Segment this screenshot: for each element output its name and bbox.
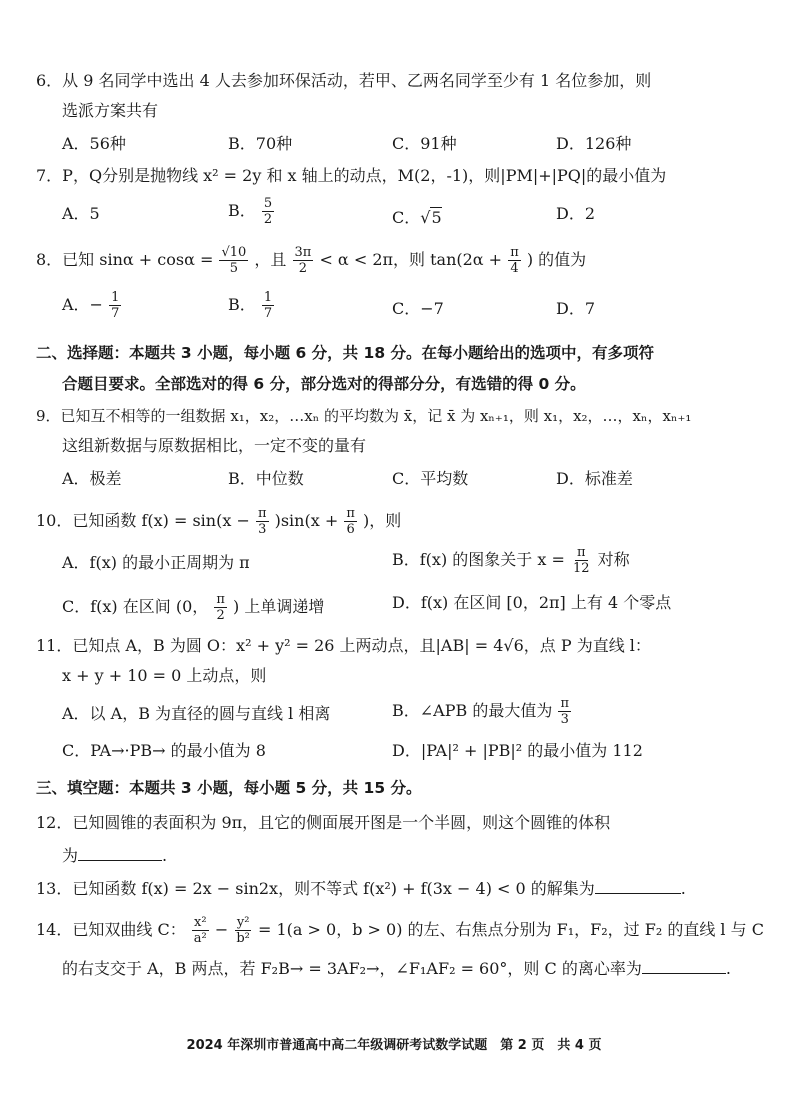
q10-option-a: A．f(x) 的最小正周期为 π <box>62 553 250 572</box>
q6-option-c: C．91种 <box>392 134 457 153</box>
answer-blank[interactable] <box>78 846 162 861</box>
fraction: $\frac{\text{y²}}{\text{b²}}$ <box>236 915 250 946</box>
fraction: $\frac{√10}{5}$ <box>221 245 247 276</box>
q11-line1: 11．已知点 A，B 为圆 O：x² + y² = 26 上两动点，且|AB| = 4√6，点 P 为直线 l： <box>36 636 651 655</box>
q10-option-b: B．f(x) 的图象关于 x = $\frac{\pi}{12}$ 对称 <box>392 545 630 576</box>
q14-line2: 的右支交于 A，B 两点，若 F₂B→ = 3AF₂→，∠F₁AF₂ = 60°，则 C 的离心率为 . <box>62 959 731 978</box>
fraction: $\frac{\text{x²}}{\text{a²}}$ <box>193 915 207 946</box>
fraction: $\frac{\pi}{4}$ <box>510 245 519 276</box>
q9-line1: 9．已知互不相等的一组数据 x₁，x₂，…xₙ 的平均数为 x̄，记 x̄ 为 xₙ₊₁，则 x₁，x₂，…，xₙ，xₙ₊₁ <box>36 407 692 425</box>
q6-line2: 选派方案共有 <box>62 101 159 120</box>
fraction: $\frac{\pi}{12}$ <box>572 545 590 576</box>
page-footer: 2024 年深圳市普通高中高二年级调研考试数学试题 第 2 页 共 4 页 <box>186 1038 602 1053</box>
q11-line2: x + y + 10 = 0 上动点，则 <box>62 666 267 685</box>
fraction: $\frac{1}{7}$ <box>263 290 273 321</box>
q7-option-b: B． $\frac{5}{2}$ <box>228 196 273 227</box>
fraction: $\frac{\pi}{3}$ <box>257 506 267 537</box>
q6-option-a: A．56种 <box>62 134 126 153</box>
q6-line1: 6．从 9 名同学中选出 4 人去参加环保活动，若甲、乙两名同学至少有 1 名位参加，则 <box>36 71 652 90</box>
section-2-heading: 二、选择题：本题共 3 小题，每小题 6 分，共 18 分。在每小题给出的选项中，有多项符 <box>36 344 655 362</box>
q8-option-b: B． $\frac{1}{7}$ <box>228 290 273 321</box>
section-3-heading: 三、填空题：本题共 3 小题，每小题 5 分，共 15 分。 <box>36 779 422 797</box>
q9-option-b: B．中位数 <box>228 469 304 488</box>
q7-option-c: C．√5 <box>392 208 442 227</box>
q8-stem: 8．已知 sinα + cosα = $\frac{√10}{5}$ ，且 $\frac{3\pi}{2}$ < α < 2π，则 tan(2α + $\frac{\pi}{4}$ ) 的值为 <box>36 245 587 276</box>
q7-stem: 7．P，Q分别是抛物线 x² = 2y 和 x 轴上的动点，M(2，-1)，则|PM|+|PQ|的最小值为 <box>36 166 667 185</box>
q8-option-c: C．−7 <box>392 299 444 318</box>
fraction: $\frac{\pi}{3}$ <box>560 696 569 727</box>
fraction: $\frac{1}{7}$ <box>111 290 120 321</box>
q9-option-c: C．平均数 <box>392 469 469 488</box>
q12-line2: 为 . <box>62 846 168 865</box>
q9-option-d: D．标准差 <box>556 469 633 488</box>
q8-option-d: D．7 <box>556 299 596 318</box>
q10-option-d: D．f(x) 在区间 [0，2π] 上有 4 个零点 <box>392 593 672 612</box>
q7-option-d: D．2 <box>556 204 596 223</box>
answer-blank[interactable] <box>642 959 726 974</box>
q6-option-d: D．126种 <box>556 134 632 153</box>
q10-stem: 10．已知函数 f(x) = sin(x − $\frac{\pi}{3}$ )sin(x + $\frac{\pi}{6}$ )，则 <box>36 506 402 537</box>
q11-option-b: B．∠APB 的最大值为 $\frac{\pi}{3}$ <box>392 696 569 727</box>
q8-option-a: A．− $\frac{1}{7}$ <box>62 290 120 321</box>
fraction: $\frac{\pi}{6}$ <box>346 506 355 537</box>
q11-option-d: D．|PA|² + |PB|² 的最小值为 112 <box>392 741 643 760</box>
fraction: $\frac{3\pi}{2}$ <box>294 245 312 276</box>
section-2-instructions: 合题目要求。全部选对的得 6 分，部分选对的得部分分，有选错的得 0 分。 <box>62 375 586 393</box>
q14-line1: 14．已知双曲线 C： $\frac{\text{x²}}{\text{a²}}$ − $\frac{\text{y²}}{\text{b²}}$ = 1(a > 0，b > 0) 的左、右焦点分别为 F₁，F₂，过 F₂ 的直线 l 与 C <box>36 915 764 946</box>
answer-blank[interactable] <box>595 879 681 894</box>
q9-line2: 这组新数据与原数据相比，一定不变的量有 <box>62 436 367 455</box>
q11-option-c: C．PA→·PB→ 的最小值为 8 <box>62 741 266 760</box>
q6-option-b: B．70种 <box>228 134 293 153</box>
q13-stem: 13．已知函数 f(x) = 2x − sin2x，则不等式 f(x²) + f(3x − 4) < 0 的解集为 . <box>36 879 686 898</box>
q9-option-a: A．极差 <box>62 469 122 488</box>
q12-line1: 12．已知圆锥的表面积为 9π，且它的侧面展开图是一个半圆，则这个圆锥的体积 <box>36 813 611 832</box>
q7-option-a: A．5 <box>62 204 100 223</box>
fraction: $\frac{5}{2}$ <box>263 196 273 227</box>
q11-option-a: A．以 A，B 为直径的圆与直线 l 相离 <box>62 704 331 723</box>
q10-option-c: C．f(x) 在区间 (0， $\frac{\pi}{2}$ ) 上单调递增 <box>62 592 325 623</box>
fraction: $\frac{\pi}{2}$ <box>216 592 225 623</box>
